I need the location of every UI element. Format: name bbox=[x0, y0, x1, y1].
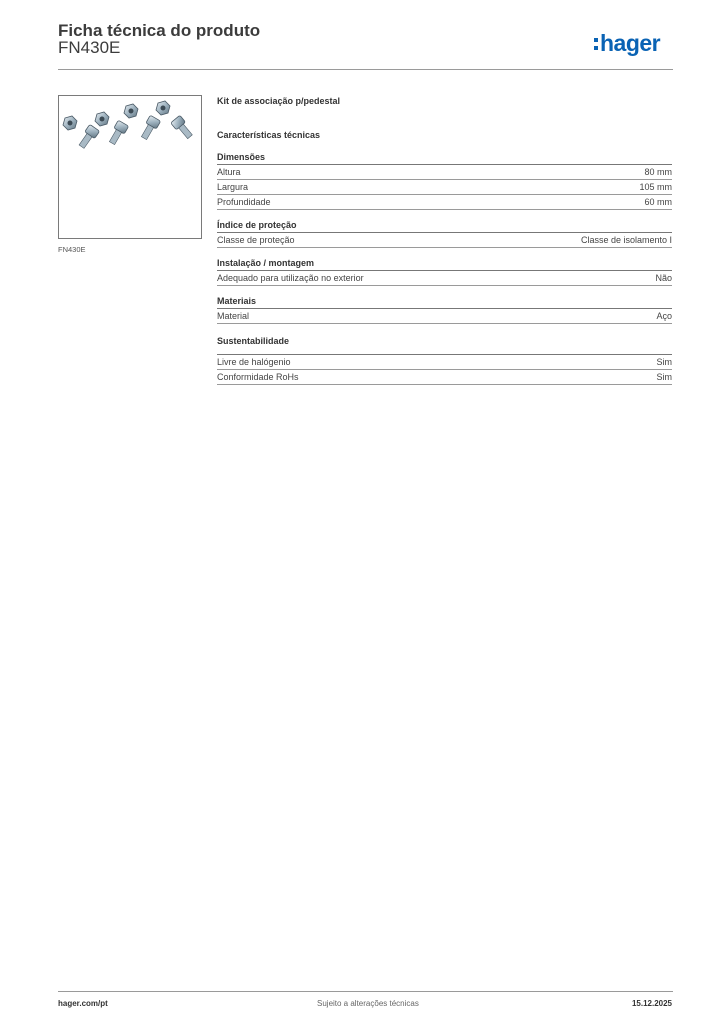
spec-label: Classe de proteção bbox=[217, 235, 295, 245]
tech-characteristics-title: Características técnicas bbox=[217, 130, 321, 140]
logo-text: hager bbox=[600, 30, 661, 56]
spec-row-material bbox=[217, 309, 672, 324]
spec-row-classe-protecao bbox=[217, 233, 672, 248]
spec-label: Largura bbox=[217, 182, 249, 192]
product-code: FN430E bbox=[58, 38, 121, 57]
product-image bbox=[58, 95, 202, 239]
spec-value: 60 mm bbox=[644, 197, 672, 207]
footer-website-link[interactable]: hager.com/pt bbox=[58, 999, 108, 1008]
spec-row-altura bbox=[217, 165, 672, 180]
section-title-sustentabilidade: Sustentabilidade bbox=[217, 336, 290, 346]
spec-value: Sim bbox=[656, 372, 672, 382]
section-title-materiais: Materiais bbox=[217, 296, 257, 306]
footer-notice: Sujeito a alterações técnicas bbox=[317, 999, 419, 1008]
spec-label: Altura bbox=[217, 167, 241, 177]
spec-label: Livre de halógenio bbox=[217, 357, 291, 367]
spec-value: Aço bbox=[656, 311, 672, 321]
header-divider bbox=[58, 69, 673, 70]
product-name: Kit de associação p/pedestal bbox=[217, 96, 341, 106]
document-title: Ficha técnica do produto bbox=[58, 21, 261, 40]
spec-value: Classe de isolamento I bbox=[580, 235, 672, 245]
spec-row-halogenio bbox=[217, 355, 672, 370]
spec-row-profundidade bbox=[217, 195, 672, 210]
spec-content bbox=[217, 96, 672, 385]
hager-logo bbox=[594, 30, 660, 57]
spec-label: Material bbox=[217, 311, 250, 321]
spec-label: Adequado para utilização no exterior bbox=[217, 273, 364, 283]
image-caption: FN430E bbox=[58, 245, 86, 254]
section-title-dimensoes: Dimensões bbox=[217, 152, 266, 162]
spec-label: Profundidade bbox=[217, 197, 271, 207]
spec-value: Não bbox=[655, 273, 672, 283]
spec-row-rohs bbox=[217, 370, 672, 385]
screws-and-nuts-icon bbox=[59, 96, 201, 238]
spec-value: Sim bbox=[656, 357, 672, 367]
spec-label: Conformidade RoHs bbox=[217, 372, 299, 382]
section-title-instalacao: Instalação / montagem bbox=[217, 258, 315, 268]
logo-dots-icon bbox=[594, 38, 598, 50]
footer-date: 15.12.2025 bbox=[631, 999, 672, 1008]
spec-row-exterior bbox=[217, 271, 672, 286]
spec-value: 80 mm bbox=[644, 167, 672, 177]
spec-row-largura bbox=[217, 180, 672, 195]
section-title-protecao: Índice de proteção bbox=[217, 220, 297, 230]
footer-divider bbox=[58, 991, 673, 992]
spec-value: 105 mm bbox=[639, 182, 672, 192]
